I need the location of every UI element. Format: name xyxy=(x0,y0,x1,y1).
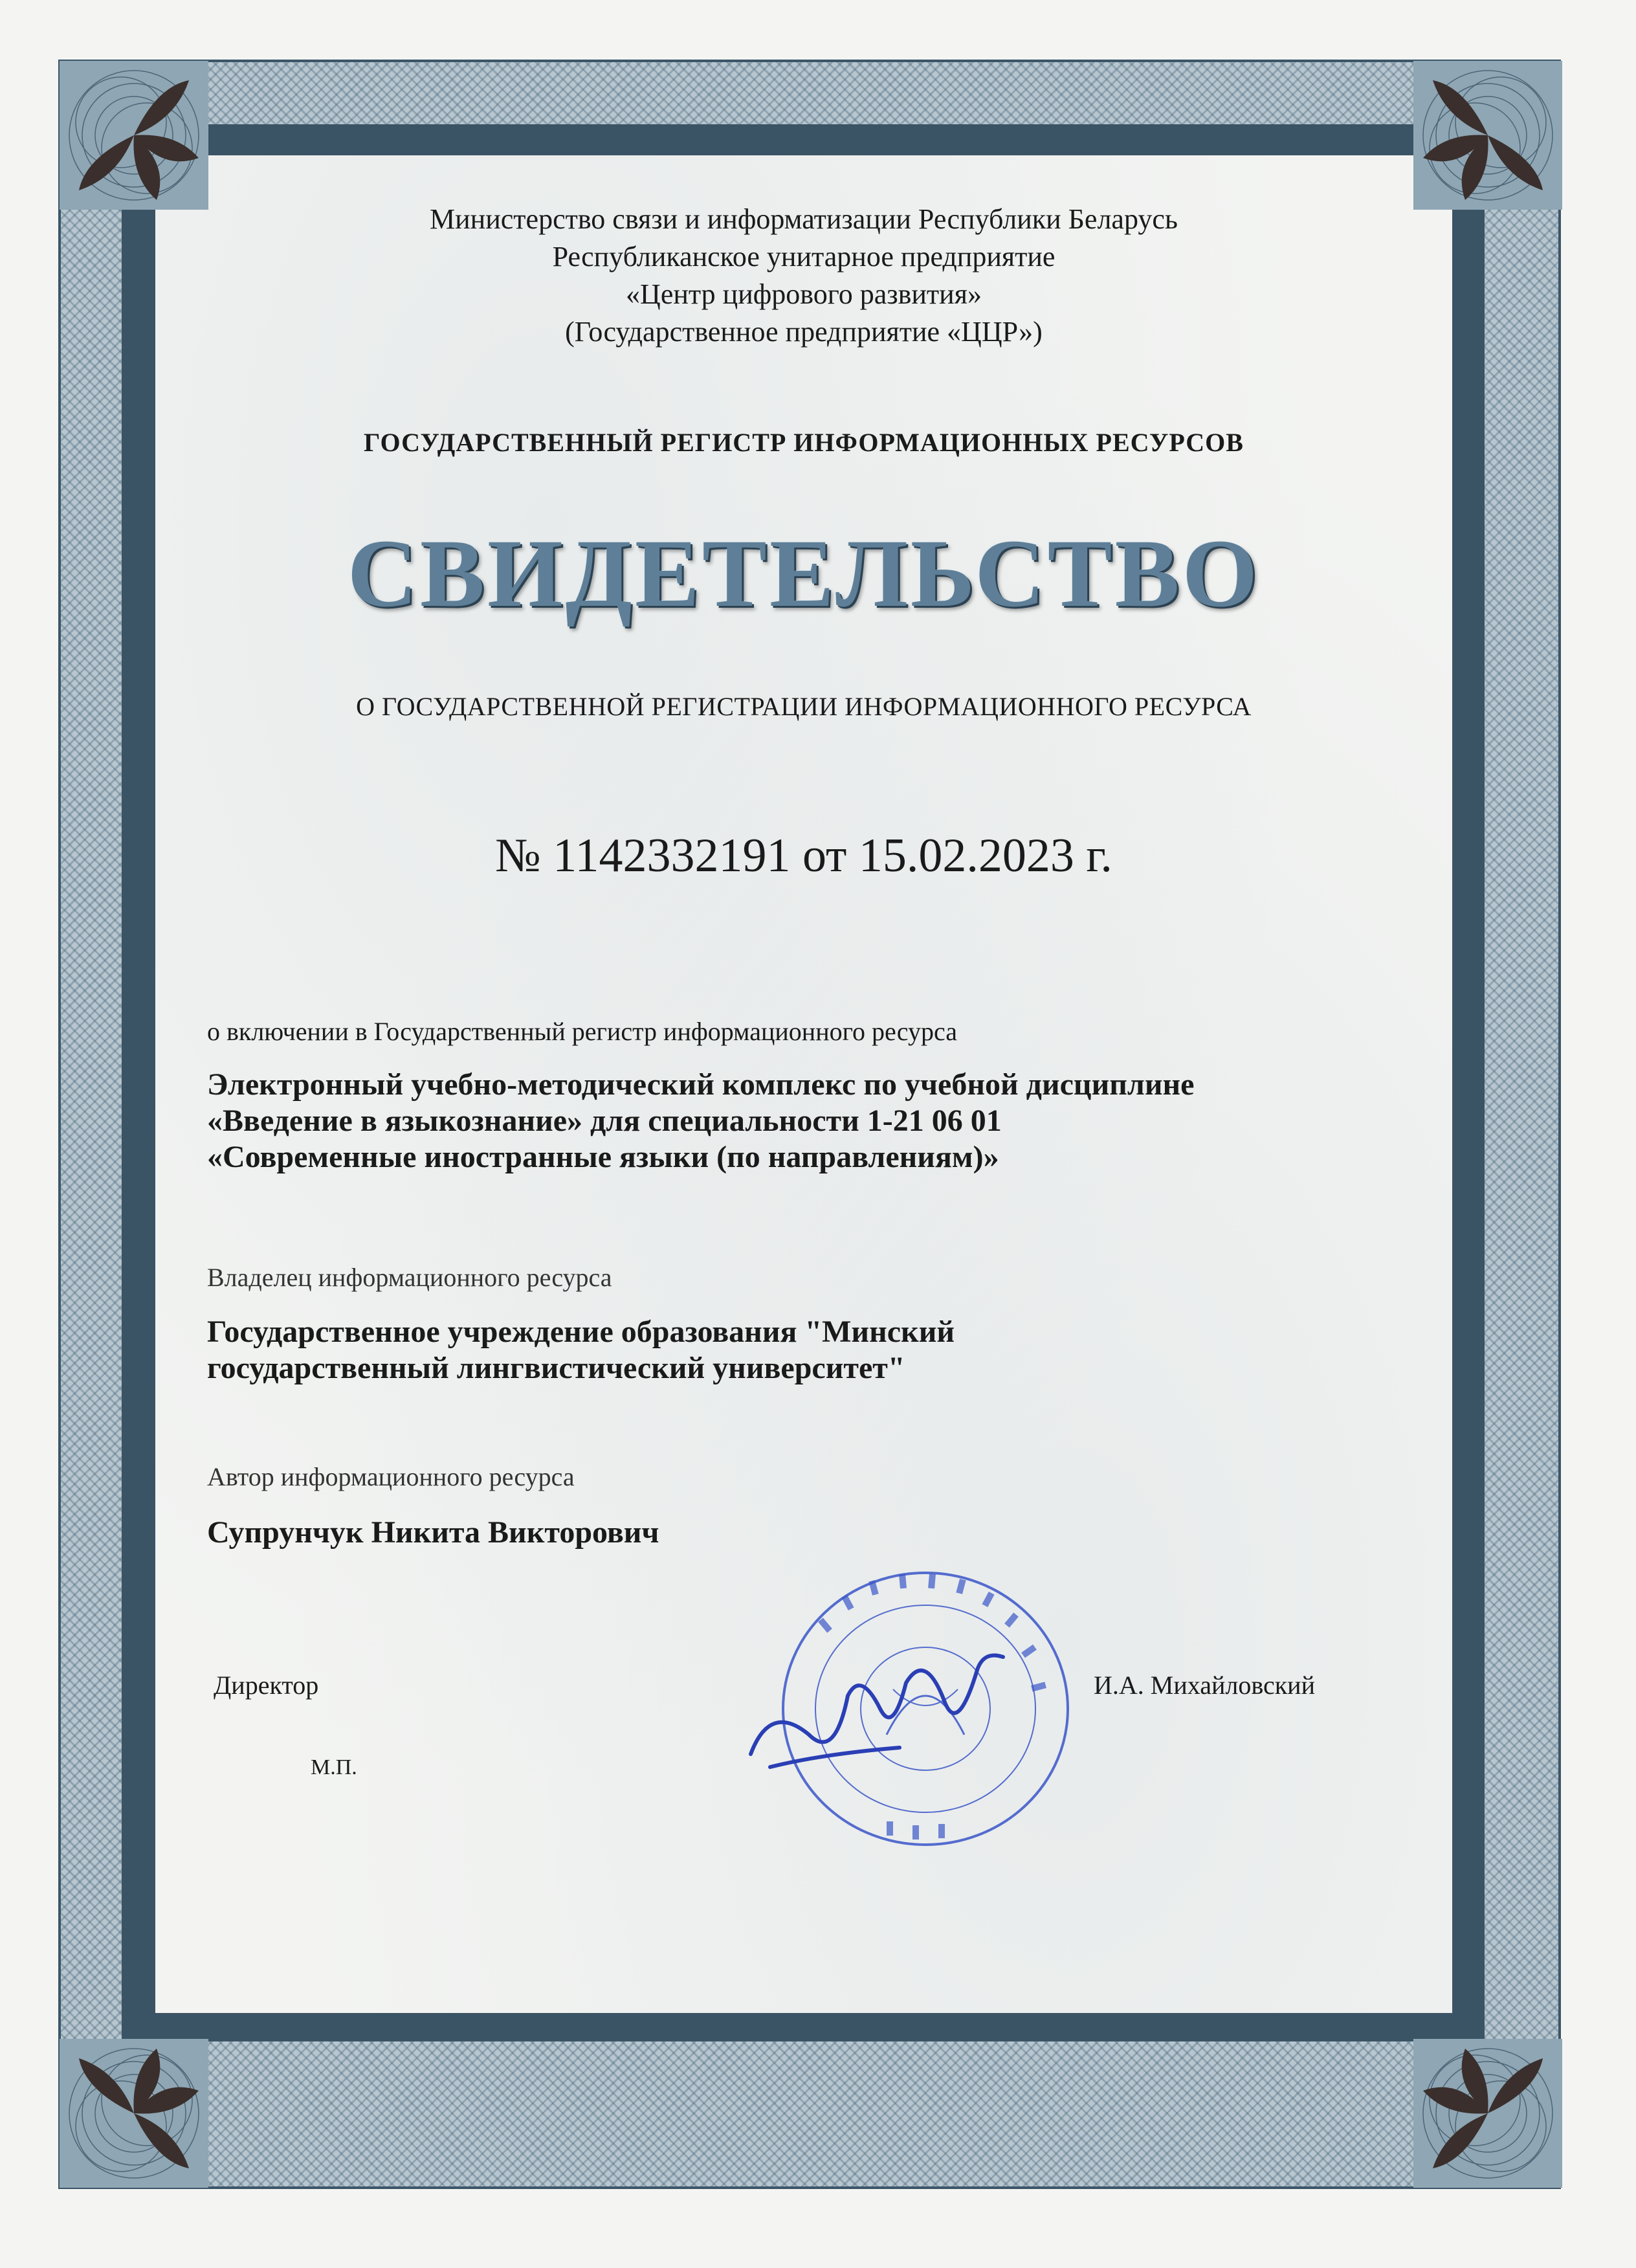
owner-name-line: государственный лингвистический университет" xyxy=(207,1351,905,1385)
corner-ornament-icon xyxy=(1413,61,1562,210)
resource-name-line: Электронный учебно-методический комплекс по учебной дисциплине xyxy=(207,1067,1195,1102)
register-heading: ГОСУДАРСТВЕННЫЙ РЕГИСТР ИНФОРМАЦИОННЫХ РЕСУРСОВ xyxy=(364,428,1244,457)
owner-label: Владелец информационного ресурса xyxy=(207,1263,612,1292)
director-title: Директор xyxy=(214,1671,319,1700)
seal-place-label: М.П. xyxy=(311,1755,357,1779)
official-stamp-icon xyxy=(731,1540,1094,1877)
certificate-subtitle: О ГОСУДАРСТВЕННОЙ РЕГИСТРАЦИИ ИНФОРМАЦИОННОГО РЕСУРСА xyxy=(356,692,1252,721)
inclusion-label: о включении в Государственный регистр информационного ресурса xyxy=(207,1017,957,1046)
resource-name xyxy=(207,1067,1437,1175)
corner-ornament-icon xyxy=(60,61,208,210)
issuer-ministry: Министерство связи и информатизации Республики Беларусь xyxy=(430,203,1178,235)
resource-name-line: «Введение в языкознание» для специальности 1-21 06 01 xyxy=(207,1104,1002,1138)
issuer-short-name: (Государственное предприятие «ЦЦР») xyxy=(565,316,1043,348)
director-name: И.А. Михайловский xyxy=(1094,1671,1315,1700)
resource-name-line: «Современные иностранные языки (по направлениям)» xyxy=(207,1140,999,1174)
issuer-block xyxy=(155,201,1452,351)
issuer-enterprise-name: «Центр цифрового развития» xyxy=(626,278,982,310)
certificate-number: № 1142332191 от 15.02.2023 г. xyxy=(495,829,1112,882)
author-label: Автор информационного ресурса xyxy=(207,1462,575,1491)
corner-ornament-icon xyxy=(60,2039,208,2188)
author-name: Супрунчук Никита Викторович xyxy=(207,1515,659,1550)
owner-name-line: Государственное учреждение образования "Минский xyxy=(207,1315,955,1349)
corner-ornament-icon xyxy=(1413,2039,1562,2188)
owner-name xyxy=(207,1314,1437,1386)
certificate-title: СВИДЕТЕЛЬСТВО xyxy=(347,520,1261,627)
issuer-enterprise-type: Республиканское унитарное предприятие xyxy=(552,241,1056,272)
